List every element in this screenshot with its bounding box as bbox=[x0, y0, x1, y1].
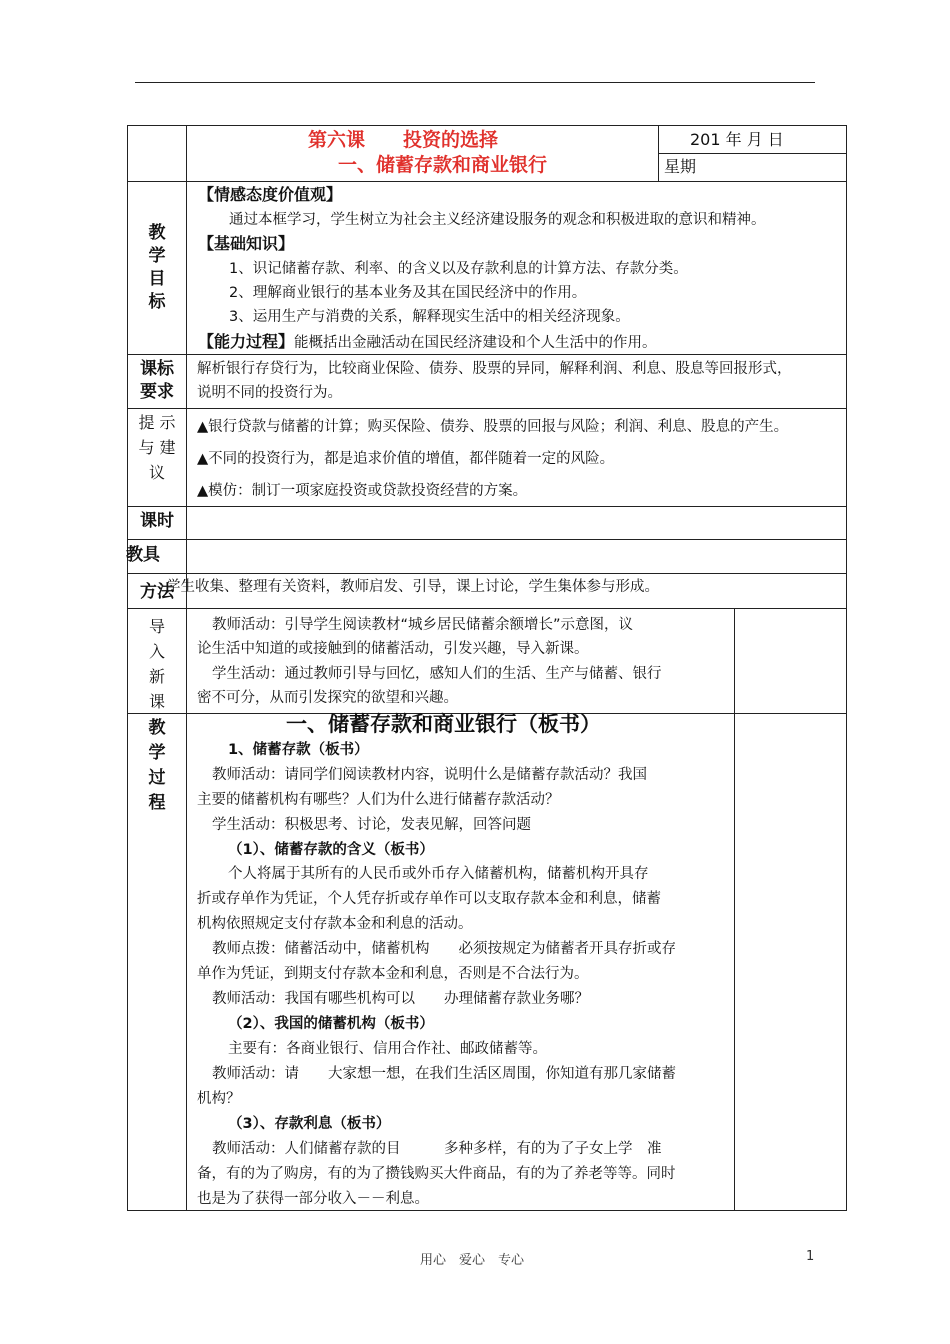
process-heading: 一、储蓄存款和商业银行（板书） bbox=[286, 712, 601, 736]
process-subheading: （3）、存款利息（板书） bbox=[228, 1116, 391, 1132]
process-text: 折或存单作为凭证，个人凭存折或存单作可以支取存款本金和利息，储蓄 bbox=[197, 891, 661, 907]
footer-motto: 用心 爱心 专心 bbox=[420, 1253, 525, 1268]
goals-attitude-text: 通过本框学习，学生树立为社会主义经济建设服务的观念和积极进取的意识和精神。 bbox=[229, 212, 766, 228]
process-text: 机构依照规定支付存款本金和利息的活动。 bbox=[197, 916, 473, 932]
period-label: 课时 bbox=[140, 511, 174, 531]
process-text: 机构？ bbox=[197, 1091, 241, 1107]
process-text: 主要的储蓄机构有哪些？人们为什么进行储蓄存款活动？ bbox=[197, 792, 560, 808]
goals-label: 教 学 目 标 bbox=[148, 223, 166, 312]
process-text: 个人将属于其所有的人民币或外币存入储蓄机构，储蓄机构开具存 bbox=[228, 866, 649, 882]
intro-label: 导 入 新 课 bbox=[148, 617, 165, 711]
intro-text: 教师活动：引导学生阅读教材“城乡居民储蓄余额增长”示意图，议 bbox=[212, 617, 634, 633]
tip-item: ▲模仿：制订一项家庭投资或贷款投资经营的方案。 bbox=[197, 483, 528, 499]
standard-text: 说明不同的投资行为。 bbox=[197, 385, 342, 401]
tip-item: ▲不同的投资行为，都是追求价值的增值，都伴随着一定的风险。 bbox=[197, 451, 615, 467]
process-subheading: （1）、储蓄存款的含义（板书） bbox=[228, 842, 434, 858]
goals-ability: 【能力过程】能概括出金融活动在国民经济建设和个人生活中的作用。 bbox=[198, 332, 657, 351]
goals-knowledge-item: 1、识记储蓄存款、利率、的含义以及存款利息的计算方法、存款分类。 bbox=[229, 261, 688, 277]
method-value: 学生收集、整理有关资料，教师启发、引导，课上讨论，学生集体参与形成。 bbox=[166, 579, 659, 595]
process-text: 教师活动：我国有哪些机构可以 办理储蓄存款业务哪？ bbox=[212, 991, 589, 1007]
page-number: 1 bbox=[806, 1249, 815, 1264]
process-label: 教 学 过 程 bbox=[148, 718, 166, 813]
intro-text: 论生活中知道的或接触到的储蓄活动，引发兴趣，导入新课。 bbox=[197, 641, 589, 657]
header-rule bbox=[135, 82, 815, 83]
process-text: 学生活动：积极思考、讨论，发表见解，回答问题 bbox=[212, 817, 531, 833]
goals-knowledge-item: 2、理解商业银行的基本业务及其在国民经济中的作用。 bbox=[229, 285, 587, 301]
process-text: 教师活动：请 大家想一想，在我们生活区周围，你知道有那几家储蓄 bbox=[212, 1066, 676, 1082]
goals-heading-knowledge: 【基础知识】 bbox=[198, 234, 295, 253]
date-field: 201 年 月 日 bbox=[690, 130, 784, 149]
process-text: 备，有的为了购房，有的为了攒钱购买大件商品，有的为了养老等等。同时 bbox=[197, 1166, 676, 1182]
process-text: 也是为了获得一部分收入－－利息。 bbox=[197, 1191, 429, 1207]
lesson-subtitle: 一、储蓄存款和商业银行 bbox=[338, 154, 548, 176]
standard-text: 解析银行存贷行为，比较商业保险、债券、股票的异同，解释利润、利息、股息等回报形式， bbox=[197, 361, 792, 377]
process-subheading: （2）、我国的储蓄机构（板书） bbox=[228, 1016, 434, 1032]
tips-label: 提 示 与 建 议 bbox=[138, 413, 176, 482]
process-text: 教师点拨：储蓄活动中，储蓄机构 必须按规定为储蓄者开具存折或存 bbox=[212, 941, 676, 957]
standard-label: 课标 要求 bbox=[140, 359, 174, 402]
method-label: 方法 bbox=[140, 582, 174, 602]
process-text: 主要有：各商业银行、信用合作社、邮政储蓄等。 bbox=[228, 1041, 547, 1057]
tip-item: ▲银行贷款与储蓄的计算；购买保险、债券、股票的回报与风险；利润、利息、股息的产生。 bbox=[197, 419, 789, 435]
intro-text: 密不可分，从而引发探究的欲望和兴趣。 bbox=[197, 690, 458, 706]
goals-knowledge-item: 3、运用生产与消费的关系，解释现实生活中的相关经济现象。 bbox=[229, 309, 630, 325]
weekday-field: 星期 bbox=[664, 157, 697, 176]
process-text: 教师活动：请同学们阅读教材内容，说明什么是储蓄存款活动？我国 bbox=[212, 767, 647, 783]
goals-heading-attitude: 【情感态度价值观】 bbox=[198, 185, 343, 204]
aids-label: 教具 bbox=[126, 545, 160, 565]
process-text: 单作为凭证，到期支付存款本金和利息，否则是不合法行为。 bbox=[197, 966, 589, 982]
lesson-title: 第六课 投资的选择 bbox=[308, 129, 499, 151]
intro-text: 学生活动：通过教师引导与回忆，感知人们的生活、生产与储蓄、银行 bbox=[212, 666, 662, 682]
process-text: 教师活动：人们储蓄存款的目 多种多样，有的为了子女上学 准 bbox=[212, 1141, 662, 1157]
process-subheading: 1、储蓄存款（板书） bbox=[228, 742, 369, 758]
